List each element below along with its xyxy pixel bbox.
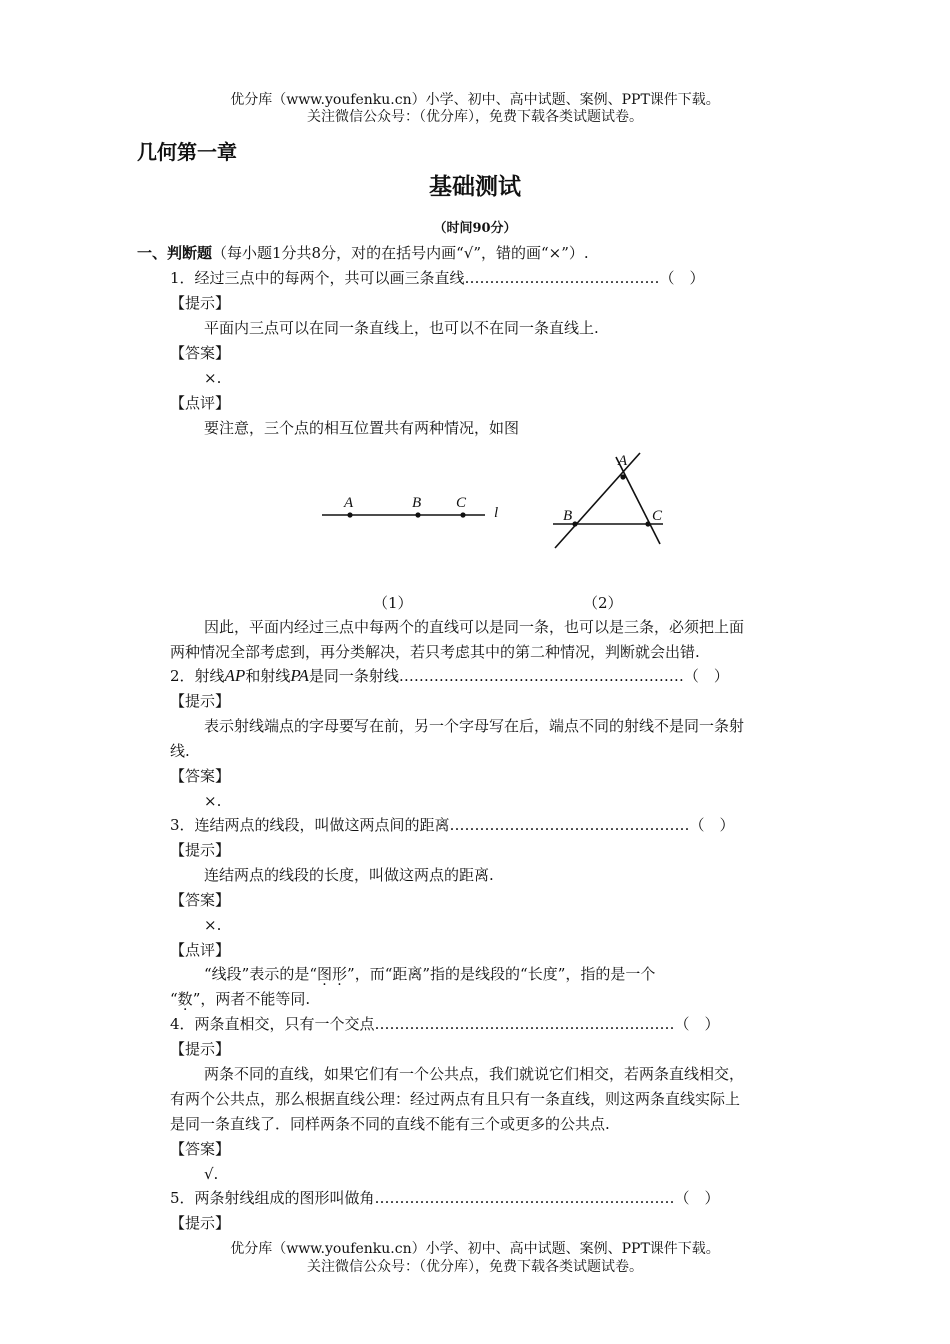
fig2-label-a: A (618, 453, 628, 469)
q4-answer-text: √. (204, 1165, 219, 1183)
chapter-heading: 几何第一章 (137, 140, 237, 164)
q3-c-b: ”，而“距离”指的是线段的“长度”，指的是一个 (347, 965, 656, 983)
q4-hint-line-2: 有两个公共点，那么根据直线公理：经过两点有且只有一条直线，则这两条直线实际上 (170, 1090, 741, 1108)
fig1-label-l: l (494, 505, 499, 521)
q5-hint-tag: 【提示】 (170, 1214, 231, 1232)
q1-hint-tag: 【提示】 (170, 294, 231, 312)
q3-c2-quote: “ (170, 990, 178, 1008)
q2-answer-tag: 【答案】 (170, 767, 231, 785)
q1-comment-tag: 【点评】 (170, 394, 231, 412)
question-3-stem: 3．连结两点的线段，叫做这两点间的距离…………………………………………（ ） (170, 816, 735, 834)
q3-hint-tag: 【提示】 (170, 841, 231, 859)
figure-caption-2: （2） (583, 594, 623, 612)
fig1-point-b (415, 512, 420, 517)
three-points-figure (300, 440, 700, 590)
section-label: 一、判断题 (137, 244, 213, 262)
page-title: 基础测试 (429, 174, 521, 200)
q2-mid: 和射线 (245, 667, 291, 685)
q1-answer-text: ×. (204, 369, 222, 387)
fig2-point-a (620, 474, 625, 479)
fig2-point-c (645, 521, 650, 526)
question-2-stem (170, 665, 729, 687)
q1-hint-text: 平面内三点可以在同一条直线上，也可以不在同一条直线上. (204, 319, 599, 337)
fig2-label-b: B (563, 508, 573, 524)
q3-emphasis-shu: 数 (177, 990, 193, 1008)
footer-line-2: 关注微信公众号：（优分库），免费下载各类试题试卷。 (307, 1259, 643, 1275)
figure-caption-1: （1） (373, 594, 413, 612)
q3-c2-rest: ”，两者不能等同. (192, 990, 311, 1008)
q3-emphasis-tu: 图 (317, 965, 333, 983)
fig2-label-c: C (652, 508, 663, 524)
q3-answer-tag: 【答案】 (170, 891, 231, 909)
q3-comment-tag: 【点评】 (170, 941, 231, 959)
q2-ray-ap: AP (224, 666, 246, 685)
q1-comment-text: 要注意，三个点的相互位置共有两种情况，如图 (204, 419, 520, 437)
q1-conclusion-line-2: 两种情况全部考虑到，再分类解决，若只考虑其中的第二种情况，判断就会出错. (170, 643, 700, 661)
question-1-stem: 1．经过三点中的每两个，共可以画三条直线…………………………………（ ） (170, 269, 705, 287)
q3-emphasis-xing: 形 (332, 965, 348, 983)
q4-hint-tag: 【提示】 (170, 1040, 231, 1058)
q4-hint-line-1: 两条不同的直线，如果它们有一个公共点，我们就说它们相交，若两条直线相交， (204, 1065, 745, 1083)
section-heading (137, 242, 589, 264)
fig1-label-a: A (344, 495, 354, 511)
fig2-line-ab (555, 453, 640, 548)
question-4-stem: 4．两条直相交，只有一个交点……………………………………………………（ ） (170, 1015, 720, 1033)
fig1-point-a (347, 512, 352, 517)
q2-rest: 是同一条射线…………………………………………………（ ） (308, 667, 729, 685)
header-line-2: 关注微信公众号：（优分库），免费下载各类试题试卷。 (307, 109, 643, 125)
q1-answer-tag: 【答案】 (170, 344, 231, 362)
q2-hint-line-2: 线. (170, 742, 190, 760)
fig1-label-c: C (456, 495, 467, 511)
q2-num: 2．射线 (170, 667, 225, 685)
q2-ray-pa: PA (290, 666, 309, 685)
fig1-label-b: B (412, 495, 422, 511)
q2-answer-text: ×. (204, 792, 222, 810)
q4-answer-tag: 【答案】 (170, 1140, 231, 1158)
q3-comment-line-1 (204, 963, 655, 985)
footer-line-1: 优分库（www.youfenku.cn）小学、初中、高中试题、案例、PPT课件下载。 (230, 1241, 720, 1257)
q3-hint-text: 连结两点的线段的长度，叫做这两点的距离. (204, 866, 494, 884)
q3-comment-line-2 (170, 988, 310, 1010)
time-note: （时间90分） (433, 221, 517, 236)
q2-hint-tag: 【提示】 (170, 692, 231, 710)
q3-answer-text: ×. (204, 916, 222, 934)
header-line-1: 优分库（www.youfenku.cn）小学、初中、高中试题、案例、PPT课件下载。 (230, 92, 720, 108)
q3-c-a: “线段”表示的是“ (204, 965, 318, 983)
q2-hint-line-1: 表示射线端点的字母要写在前，另一个字母写在后，端点不同的射线不是同一条射 (204, 717, 745, 735)
question-5-stem: 5．两条射线组成的图形叫做角……………………………………………………（ ） (170, 1189, 720, 1207)
fig1-point-c (460, 512, 465, 517)
q1-conclusion-line-1: 因此，平面内经过三点中每两个的直线可以是同一条，也可以是三条，必须把上面 (204, 618, 745, 636)
fig2-point-b (572, 521, 577, 526)
section-instruction: （每小题1分共8分，对的在括号内画“√”，错的画“×”）. (212, 244, 589, 262)
q4-hint-line-3: 是同一条直线了．同样两条不同的直线不能有三个或更多的公共点. (170, 1115, 610, 1133)
fig2-line-ac (616, 457, 660, 544)
